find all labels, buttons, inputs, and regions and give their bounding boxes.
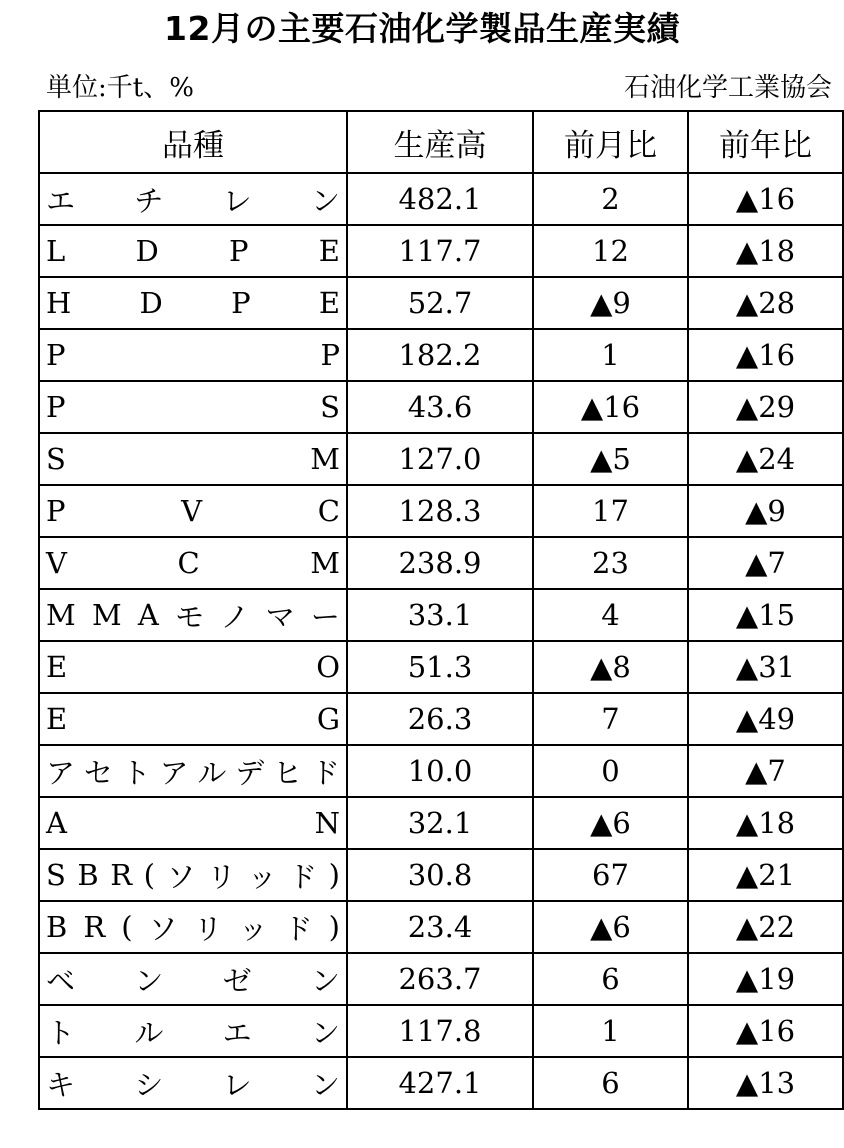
product-name-cell [39, 1057, 347, 1109]
product-name-char: ( [121, 910, 133, 944]
product-name-char: E [318, 286, 340, 320]
product-name-char: ) [328, 858, 340, 892]
production-cell: 30.8 [347, 849, 533, 901]
product-name-char: リ [207, 859, 237, 894]
product-name-char: ン [310, 183, 340, 218]
yoy-cell: ▲16 [688, 173, 843, 225]
product-name-char: ン [310, 963, 340, 998]
product-name [46, 855, 340, 896]
product-name [46, 907, 340, 948]
product-name-char: ゼ [222, 963, 252, 998]
product-name-cell [39, 537, 347, 589]
yoy-cell: ▲18 [688, 225, 843, 277]
production-cell: 43.6 [347, 381, 533, 433]
production-cell: 117.8 [347, 1005, 533, 1057]
production-cell: 182.2 [347, 329, 533, 381]
product-name-char: ン [310, 1067, 340, 1102]
product-name-char: B [77, 858, 99, 892]
yoy-cell: ▲22 [688, 901, 843, 953]
product-name-char: R [110, 858, 133, 892]
product-name-cell [39, 433, 347, 485]
product-name-char: ト [46, 1015, 76, 1050]
product-name-cell [39, 1005, 347, 1057]
product-name-cell [39, 381, 347, 433]
product-name-char: C [317, 494, 340, 528]
product-name-cell [39, 745, 347, 797]
product-name [46, 442, 340, 476]
product-name [46, 751, 340, 792]
product-name-char: デ [235, 755, 265, 790]
header-mom: 前月比 [533, 111, 688, 173]
product-name-cell [39, 901, 347, 953]
product-name-char: O [316, 650, 340, 684]
product-name [46, 650, 340, 684]
product-name-cell [39, 485, 347, 537]
product-name-char: ル [134, 1015, 164, 1050]
mom-cell: 0 [533, 745, 688, 797]
table-row [39, 589, 843, 641]
yoy-cell: ▲29 [688, 381, 843, 433]
mom-cell: 1 [533, 329, 688, 381]
production-cell: 128.3 [347, 485, 533, 537]
product-name-char: B [46, 910, 68, 944]
product-name-char: ー [310, 599, 340, 634]
product-name-char: ソ [148, 911, 178, 946]
mom-cell: 12 [533, 225, 688, 277]
table-body [39, 173, 843, 1109]
production-cell: 117.7 [347, 225, 533, 277]
product-name-char: L [46, 234, 66, 268]
product-name-char: V [46, 546, 67, 580]
product-name-char: キ [46, 1067, 76, 1102]
production-cell: 127.0 [347, 433, 533, 485]
table-row [39, 225, 843, 277]
production-cell: 33.1 [347, 589, 533, 641]
table-row [39, 277, 843, 329]
product-name-char: D [139, 286, 163, 320]
product-name-char: ) [328, 910, 340, 944]
product-name-char: P [46, 390, 66, 424]
product-name [46, 1063, 340, 1104]
product-name-char: G [316, 702, 340, 736]
production-cell: 482.1 [347, 173, 533, 225]
product-name-char: エ [222, 1015, 252, 1050]
product-name-char: E [46, 650, 68, 684]
product-name-char: M [46, 598, 76, 632]
yoy-cell: ▲28 [688, 277, 843, 329]
product-name-char: エ [46, 183, 76, 218]
product-name-char: N [314, 806, 340, 840]
product-name-char: セ [83, 755, 113, 790]
product-name-char: S [46, 442, 66, 476]
product-name-char: M [91, 598, 122, 632]
product-name-char: C [177, 546, 200, 580]
product-name-char: S [46, 858, 66, 892]
production-cell: 23.4 [347, 901, 533, 953]
product-name-cell [39, 797, 347, 849]
yoy-cell: ▲7 [688, 745, 843, 797]
table-row [39, 849, 843, 901]
product-name [46, 179, 340, 220]
production-table [38, 110, 844, 1110]
yoy-cell: ▲24 [688, 433, 843, 485]
product-name-char: シ [134, 1067, 164, 1102]
yoy-cell: ▲49 [688, 693, 843, 745]
product-name-char: リ [193, 911, 223, 946]
mom-cell: 4 [533, 589, 688, 641]
product-name-cell [39, 641, 347, 693]
product-name-char: V [181, 494, 203, 528]
mom-cell: ▲9 [533, 277, 688, 329]
product-name-char: ソ [166, 859, 196, 894]
product-name [46, 1011, 340, 1052]
product-name [46, 494, 340, 528]
mom-cell: 6 [533, 1057, 688, 1109]
table-row [39, 329, 843, 381]
product-name-char: ル [197, 755, 227, 790]
mom-cell: ▲5 [533, 433, 688, 485]
product-name [46, 286, 340, 320]
product-name-char: ノ [220, 599, 250, 634]
mom-cell: ▲6 [533, 901, 688, 953]
production-cell: 51.3 [347, 641, 533, 693]
product-name-char: ア [159, 755, 189, 790]
product-name-char: ッ [238, 911, 268, 946]
yoy-cell: ▲16 [688, 1005, 843, 1057]
table-row [39, 641, 843, 693]
yoy-cell: ▲13 [688, 1057, 843, 1109]
product-name-char: S [320, 390, 340, 424]
yoy-cell: ▲7 [688, 537, 843, 589]
table-row [39, 901, 843, 953]
production-cell: 427.1 [347, 1057, 533, 1109]
yoy-cell: ▲15 [688, 589, 843, 641]
mom-cell: 67 [533, 849, 688, 901]
yoy-cell: ▲9 [688, 485, 843, 537]
product-name-char: R [83, 910, 106, 944]
production-cell: 52.7 [347, 277, 533, 329]
product-name-char: ン [310, 1015, 340, 1050]
table-row [39, 745, 843, 797]
product-name-char: ト [121, 755, 151, 790]
yoy-cell: ▲19 [688, 953, 843, 1005]
product-name-cell [39, 849, 347, 901]
product-name-char: ド [310, 755, 340, 790]
product-name-cell [39, 589, 347, 641]
product-name-char: ド [288, 859, 318, 894]
header-yoy: 前年比 [688, 111, 843, 173]
product-name-char: H [46, 286, 72, 320]
product-name-char: P [46, 338, 66, 372]
product-name-char: ( [143, 858, 155, 892]
product-name-char: P [231, 286, 251, 320]
table-row [39, 537, 843, 589]
yoy-cell: ▲21 [688, 849, 843, 901]
product-name-char: モ [175, 599, 205, 634]
product-name-cell [39, 693, 347, 745]
product-name-char: E [46, 702, 68, 736]
product-name [46, 390, 340, 424]
table-row [39, 485, 843, 537]
product-name [46, 595, 340, 636]
product-name-char: E [318, 234, 340, 268]
product-name [46, 702, 340, 736]
product-name-cell [39, 329, 347, 381]
header-production: 生産高 [347, 111, 533, 173]
product-name [46, 546, 340, 580]
product-name-char: M [310, 442, 340, 476]
product-name-char: ッ [247, 859, 277, 894]
header-product: 品種 [39, 111, 347, 173]
product-name-char: ヒ [273, 755, 303, 790]
production-cell: 238.9 [347, 537, 533, 589]
table-row [39, 693, 843, 745]
product-name-char: P [320, 338, 340, 372]
product-name-char: レ [222, 1067, 252, 1102]
mom-cell: 23 [533, 537, 688, 589]
product-name [46, 338, 340, 372]
mom-cell: 17 [533, 485, 688, 537]
yoy-cell: ▲18 [688, 797, 843, 849]
table-row [39, 1005, 843, 1057]
table-row [39, 797, 843, 849]
product-name-cell [39, 225, 347, 277]
product-name-cell [39, 173, 347, 225]
mom-cell: 7 [533, 693, 688, 745]
product-name [46, 806, 340, 840]
page-title: 12月の主要石油化学製品生産実績 [164, 9, 680, 48]
mom-cell: 1 [533, 1005, 688, 1057]
yoy-cell: ▲31 [688, 641, 843, 693]
table-row [39, 173, 843, 225]
mom-cell: 6 [533, 953, 688, 1005]
product-name-char: レ [222, 183, 252, 218]
mom-cell: ▲16 [533, 381, 688, 433]
header-row [39, 111, 843, 173]
product-name-char: P [46, 494, 66, 528]
product-name-char: ン [134, 963, 164, 998]
product-name-char: ア [46, 755, 76, 790]
product-name-cell [39, 953, 347, 1005]
table-header [39, 111, 843, 173]
table-row [39, 953, 843, 1005]
product-name-char: A [46, 806, 67, 840]
production-cell: 263.7 [347, 953, 533, 1005]
production-cell: 32.1 [347, 797, 533, 849]
product-name [46, 959, 340, 1000]
product-name-char: D [135, 234, 159, 268]
product-name [46, 234, 340, 268]
product-name-char: M [310, 546, 340, 580]
table-row [39, 433, 843, 485]
unit-label: 単位:千t、% [46, 73, 194, 103]
product-name-char: チ [134, 183, 164, 218]
mom-cell: 2 [533, 173, 688, 225]
mom-cell: ▲6 [533, 797, 688, 849]
table-row [39, 381, 843, 433]
product-name-cell [39, 277, 347, 329]
production-cell: 10.0 [347, 745, 533, 797]
production-cell: 26.3 [347, 693, 533, 745]
table-row [39, 1057, 843, 1109]
source-label: 石油化学工業協会 [623, 73, 832, 103]
yoy-cell: ▲16 [688, 329, 843, 381]
product-name-char: マ [265, 599, 295, 634]
product-name-char: ド [283, 911, 313, 946]
product-name-char: ベ [46, 963, 76, 998]
product-name-char: A [137, 598, 159, 632]
mom-cell: ▲8 [533, 641, 688, 693]
product-name-char: P [229, 234, 249, 268]
